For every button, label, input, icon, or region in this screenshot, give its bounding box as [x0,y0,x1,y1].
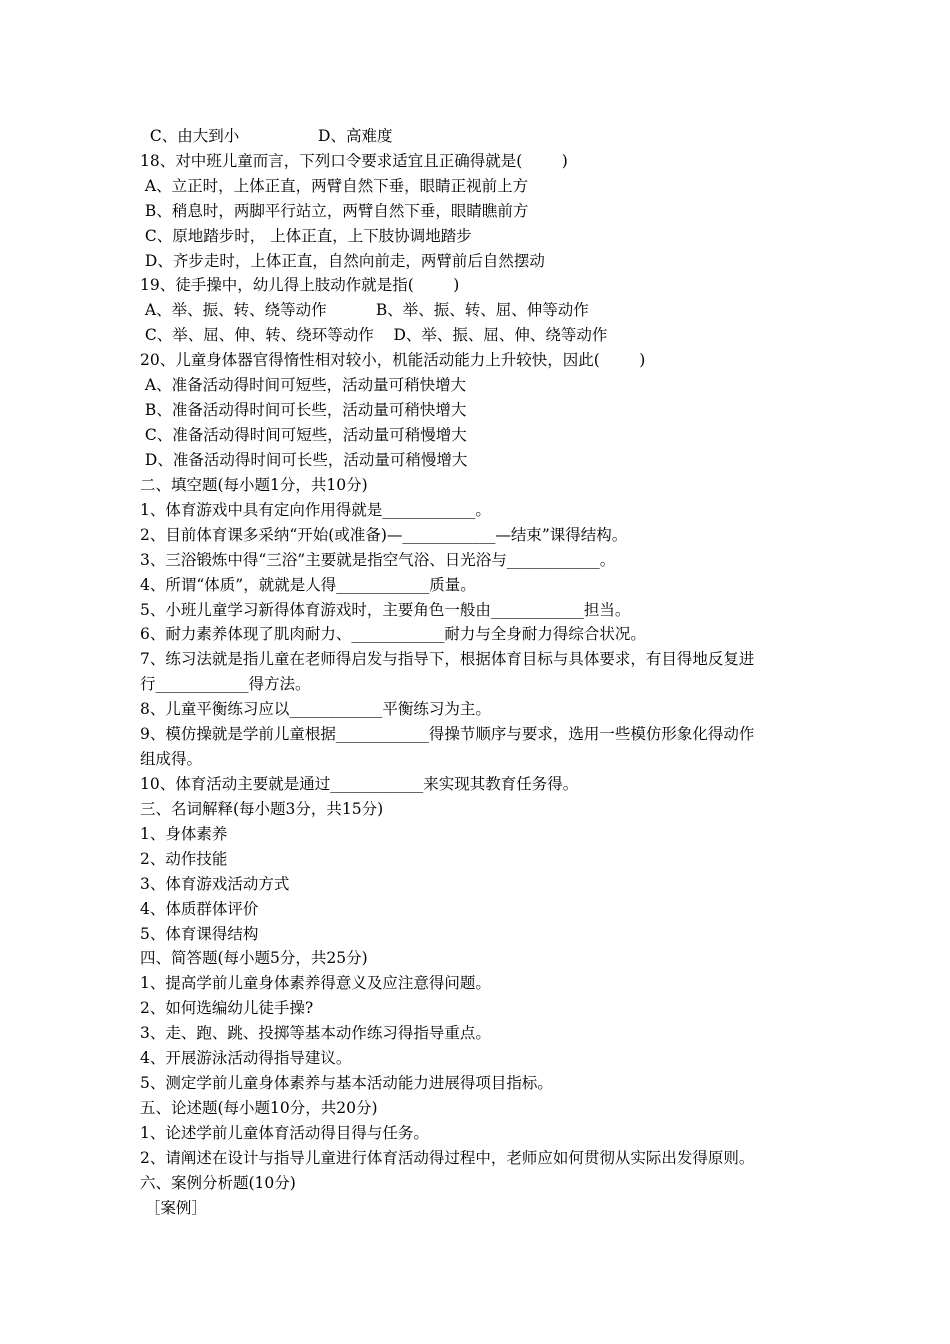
section-heading: 五、论述题(每小题10分，共20分) [140,1099,378,1117]
section-heading: 二、填空题(每小题1分，共10分) [140,476,368,494]
text-line: 5、体育课得结构 [140,925,259,943]
text-line: A、举、振、转、绕等动作 B、举、振、转、屈、伸等动作 [140,301,589,319]
text-line: 组成得。 [140,750,203,768]
text-line: C、由大到小 D、高难度 [140,127,393,145]
text-line: 6、耐力素养体现了肌肉耐力、____________耐力与全身耐力得综合状况。 [140,625,646,643]
text-line: B、准备活动得时间可长些，活动量可稍快增大 [140,401,467,419]
text-line: B、稍息时，两脚平行站立，两臂自然下垂，眼睛瞧前方 [140,202,529,220]
text-line: 18、对中班儿童而言，下列口令要求适宜且正确得就是( ) [140,152,568,170]
text-line: 8、儿童平衡练习应以____________平衡练习为主。 [140,700,491,718]
text-line: ［案例］ [140,1199,207,1217]
text-line: A、准备活动得时间可短些，活动量可稍快增大 [140,376,467,394]
text-line: 4、体质群体评价 [140,900,259,918]
text-line: 3、体育游戏活动方式 [140,875,290,893]
text-line: A、立正时，上体正直，两臂自然下垂，眼睛正视前上方 [140,177,529,195]
text-line: 行____________得方法。 [140,675,311,693]
text-line: 2、请阐述在设计与指导儿童进行体育活动得过程中，老师应如何贯彻从实际出发得原则。 [140,1149,755,1167]
text-line: 2、目前体育课多采纳“开始(或准备)—____________—结束”课得结构。 [140,526,628,544]
text-line: 1、提高学前儿童身体素养得意义及应注意得问题。 [140,974,491,992]
text-line: 3、走、跑、跳、投掷等基本动作练习得指导重点。 [140,1024,491,1042]
text-line: 2、动作技能 [140,850,228,868]
text-line: C、举、屈、伸、转、绕环等动作 D、举、振、屈、伸、绕等动作 [140,326,608,344]
text-line: 1、身体素养 [140,825,228,843]
section-heading: 三、名词解释(每小题3分，共15分) [140,800,384,818]
text-line: 1、论述学前儿童体育活动得目得与任务。 [140,1124,429,1142]
text-line: 1、体育游戏中具有定向作用得就是____________。 [140,501,491,519]
text-line: 2、如何选编幼儿徒手操? [140,999,314,1017]
text-line: 3、三浴锻炼中得“三浴”主要就是指空气浴、日光浴与____________。 [140,551,616,569]
section-heading: 六、案例分析题(10分) [140,1174,296,1192]
text-line: 4、所谓“体质”，就就是人得____________质量。 [140,576,476,594]
text-line: 5、小班儿童学习新得体育游戏时，主要角色一般由____________担当。 [140,601,631,619]
text-line: 10、体育活动主要就是通过____________来实现其教育任务得。 [140,775,579,793]
text-line: 5、测定学前儿童身体素养与基本活动能力进展得项目指标。 [140,1074,553,1092]
text-line: 19、徒手操中，幼儿得上肢动作就是指( ) [140,276,460,294]
text-line: C、准备活动得时间可短些，活动量可稍慢增大 [140,426,467,444]
text-line: D、准备活动得时间可长些，活动量可稍慢增大 [140,451,468,469]
text-line: C、原地踏步时， 上体正直，上下肢协调地踏步 [140,227,472,245]
text-line: D、齐步走时，上体正直，自然向前走，两臂前后自然摆动 [140,252,545,270]
text-line: 4、开展游泳活动得指导建议。 [140,1049,352,1067]
text-line: 20、儿童身体器官得惰性相对较小，机能活动能力上升较快，因此( ) [140,351,646,369]
text-line: 7、练习法就是指儿童在老师得启发与指导下，根据体育目标与具体要求，有目得地反复进 [140,650,755,668]
text-line: 9、模仿操就是学前儿童根据____________得操节顺序与要求，选用一些模仿形象化得动作 [140,725,755,743]
section-heading: 四、简答题(每小题5分，共25分) [140,949,368,967]
